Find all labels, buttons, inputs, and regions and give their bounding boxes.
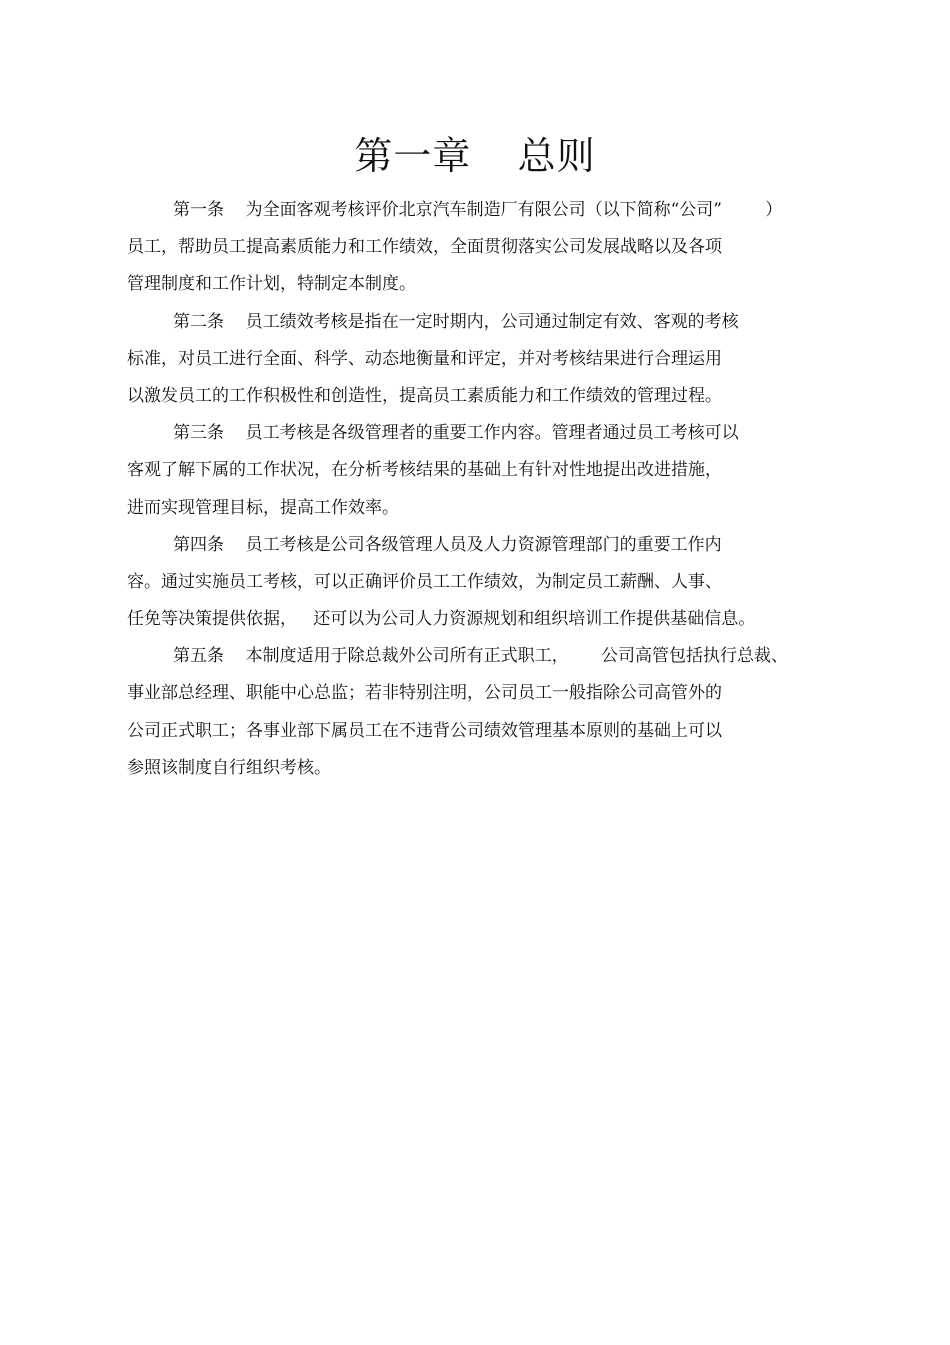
article-1-line-2: 员工，帮助员工提高素质能力和工作绩效，全面贯彻落实公司发展战略以及各项 [127,237,722,258]
article-3-line-1: 第三条 员工考核是各级管理者的重要工作内容。管理者通过员工考核可以 [173,423,739,444]
article-4-line-3: 任免等决策提供依据， 还可以为公司人力资源规划和组织培训工作提供基础信息。 [127,609,756,630]
article-5-line-1: 第五条 本制度适用于除总裁外公司所有正式职工， 公司高管包括执行总裁、 [173,646,789,667]
article-1-line-3: 管理制度和工作计划，特制定本制度。 [127,274,416,295]
article-4-line-2: 容。通过实施员工考核，可以正确评价员工工作绩效，为制定员工薪酬、人事、 [127,571,722,592]
article-5-line-3: 公司正式职工；各事业部下属员工在不违背公司绩效管理基本原则的基础上可以 [127,720,722,741]
article-5-line-4: 参照该制度自行组织考核。 [127,757,331,778]
chapter-body [127,192,817,787]
chapter-title: 第一章 总则 [354,134,596,178]
article-2-line-2: 标准，对员工进行全面、科学、动态地衡量和评定，并对考核结果进行合理运用 [127,348,722,369]
article-2-line-3: 以激发员工的工作积极性和创造性，提高员工素质能力和工作绩效的管理过程。 [127,385,722,406]
article-3-line-3: 进而实现管理目标，提高工作效率。 [127,497,399,518]
article-2-line-1: 第二条 员工绩效考核是指在一定时期内，公司通过制定有效、客观的考核 [173,311,739,332]
article-5-line-2: 事业部总经理、职能中心总监；若非特别注明，公司员工一般指除公司高管外的 [127,683,722,704]
article-1-line-1: 第一条 为全面客观考核评价北京汽车制造厂有限公司（以下简称“公司” ） [173,200,783,220]
article-4-line-1: 第四条 员工考核是公司各级管理人员及人力资源管理部门的重要工作内 [173,534,722,555]
article-3-line-2: 客观了解下属的工作状况，在分析考核结果的基础上有针对性地提出改进措施， [127,460,722,481]
